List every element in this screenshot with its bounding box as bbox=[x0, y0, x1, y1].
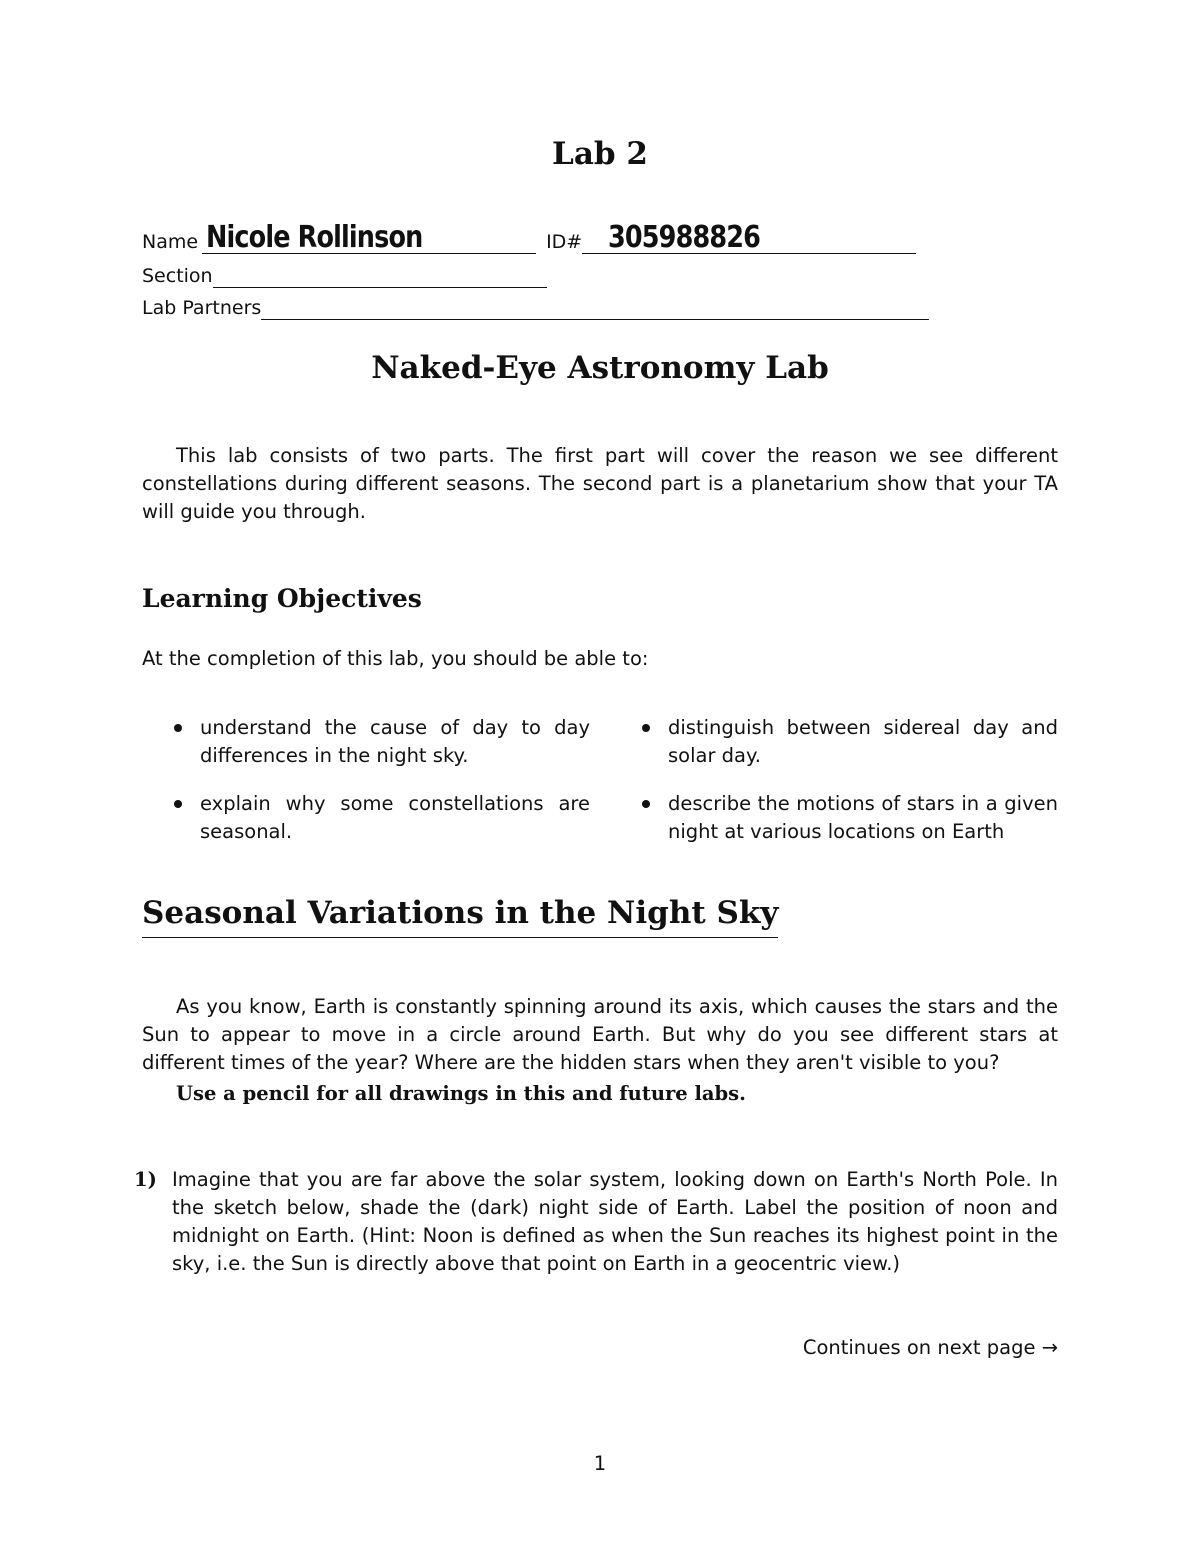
name-field[interactable] bbox=[202, 220, 536, 255]
list-item: understand the cause of day to day differences in the night sky. bbox=[170, 714, 590, 770]
question-1 bbox=[134, 1166, 1058, 1278]
lab-partners-row bbox=[142, 290, 929, 320]
section-paragraph: As you know, Earth is constantly spinning around its axis, which causes the stars and the Sun to appear to move in a circle around Earth. But why do you see different stars at different times of the year? Where are the hidden stars when they aren't visible to you? bbox=[142, 995, 1058, 1074]
name-id-row bbox=[142, 220, 916, 255]
question-text: Imagine that you are far above the solar system, looking down on Earth's North Pole. In the sketch below, shade the (dark) night side of Earth. Label the position of noon and midnight on Earth. (Hint: Noon is defined as when the Sun reaches its highest point in the sky, i.e. the Sun is directly above that point on Earth in a geocentric view.) bbox=[172, 1168, 1058, 1275]
name-label: Name bbox=[142, 231, 199, 253]
bullet-icon bbox=[174, 724, 182, 732]
id-field[interactable] bbox=[582, 220, 916, 255]
lab-number-heading: Lab 2 bbox=[552, 136, 648, 172]
section-row bbox=[142, 258, 547, 288]
objectives-list-left bbox=[170, 714, 590, 846]
learning-objectives-heading: Learning Objectives bbox=[142, 584, 422, 613]
bullet-icon bbox=[642, 724, 650, 732]
list-item: describe the motions of stars in a given night at various locations on Earth bbox=[638, 790, 1058, 846]
bullet-icon bbox=[642, 800, 650, 808]
question-number: 1) bbox=[134, 1168, 157, 1191]
intro-paragraph: This lab consists of two parts. The first part will cover the reason we see different constellations during different seasons. The second part is a planetarium show that your TA will guide you through. bbox=[142, 444, 1058, 523]
page-title: Naked-Eye Astronomy Lab bbox=[371, 350, 829, 386]
id-handwritten-value: 305988826 bbox=[608, 220, 761, 255]
id-label: ID# bbox=[546, 231, 583, 253]
section-field[interactable] bbox=[213, 259, 547, 288]
lab-partners-field[interactable] bbox=[261, 291, 929, 320]
lab-partners-label: Lab Partners bbox=[142, 297, 262, 319]
continues-note: Continues on next page → bbox=[802, 1336, 1058, 1359]
section-heading: Seasonal Variations in the Night Sky bbox=[142, 895, 778, 938]
name-handwritten-value: Nicole Rollinson bbox=[206, 220, 423, 255]
pencil-note: Use a pencil for all drawings in this and future labs. bbox=[176, 1082, 746, 1105]
objectives-lead: At the completion of this lab, you should be able to: bbox=[142, 647, 649, 670]
objectives-list-right bbox=[638, 714, 1058, 846]
bullet-icon bbox=[174, 800, 182, 808]
section-label: Section bbox=[142, 265, 213, 287]
list-item: distinguish between sidereal day and solar day. bbox=[638, 714, 1058, 770]
page-number: 1 bbox=[593, 1452, 607, 1475]
list-item: explain why some constellations are seasonal. bbox=[170, 790, 590, 846]
